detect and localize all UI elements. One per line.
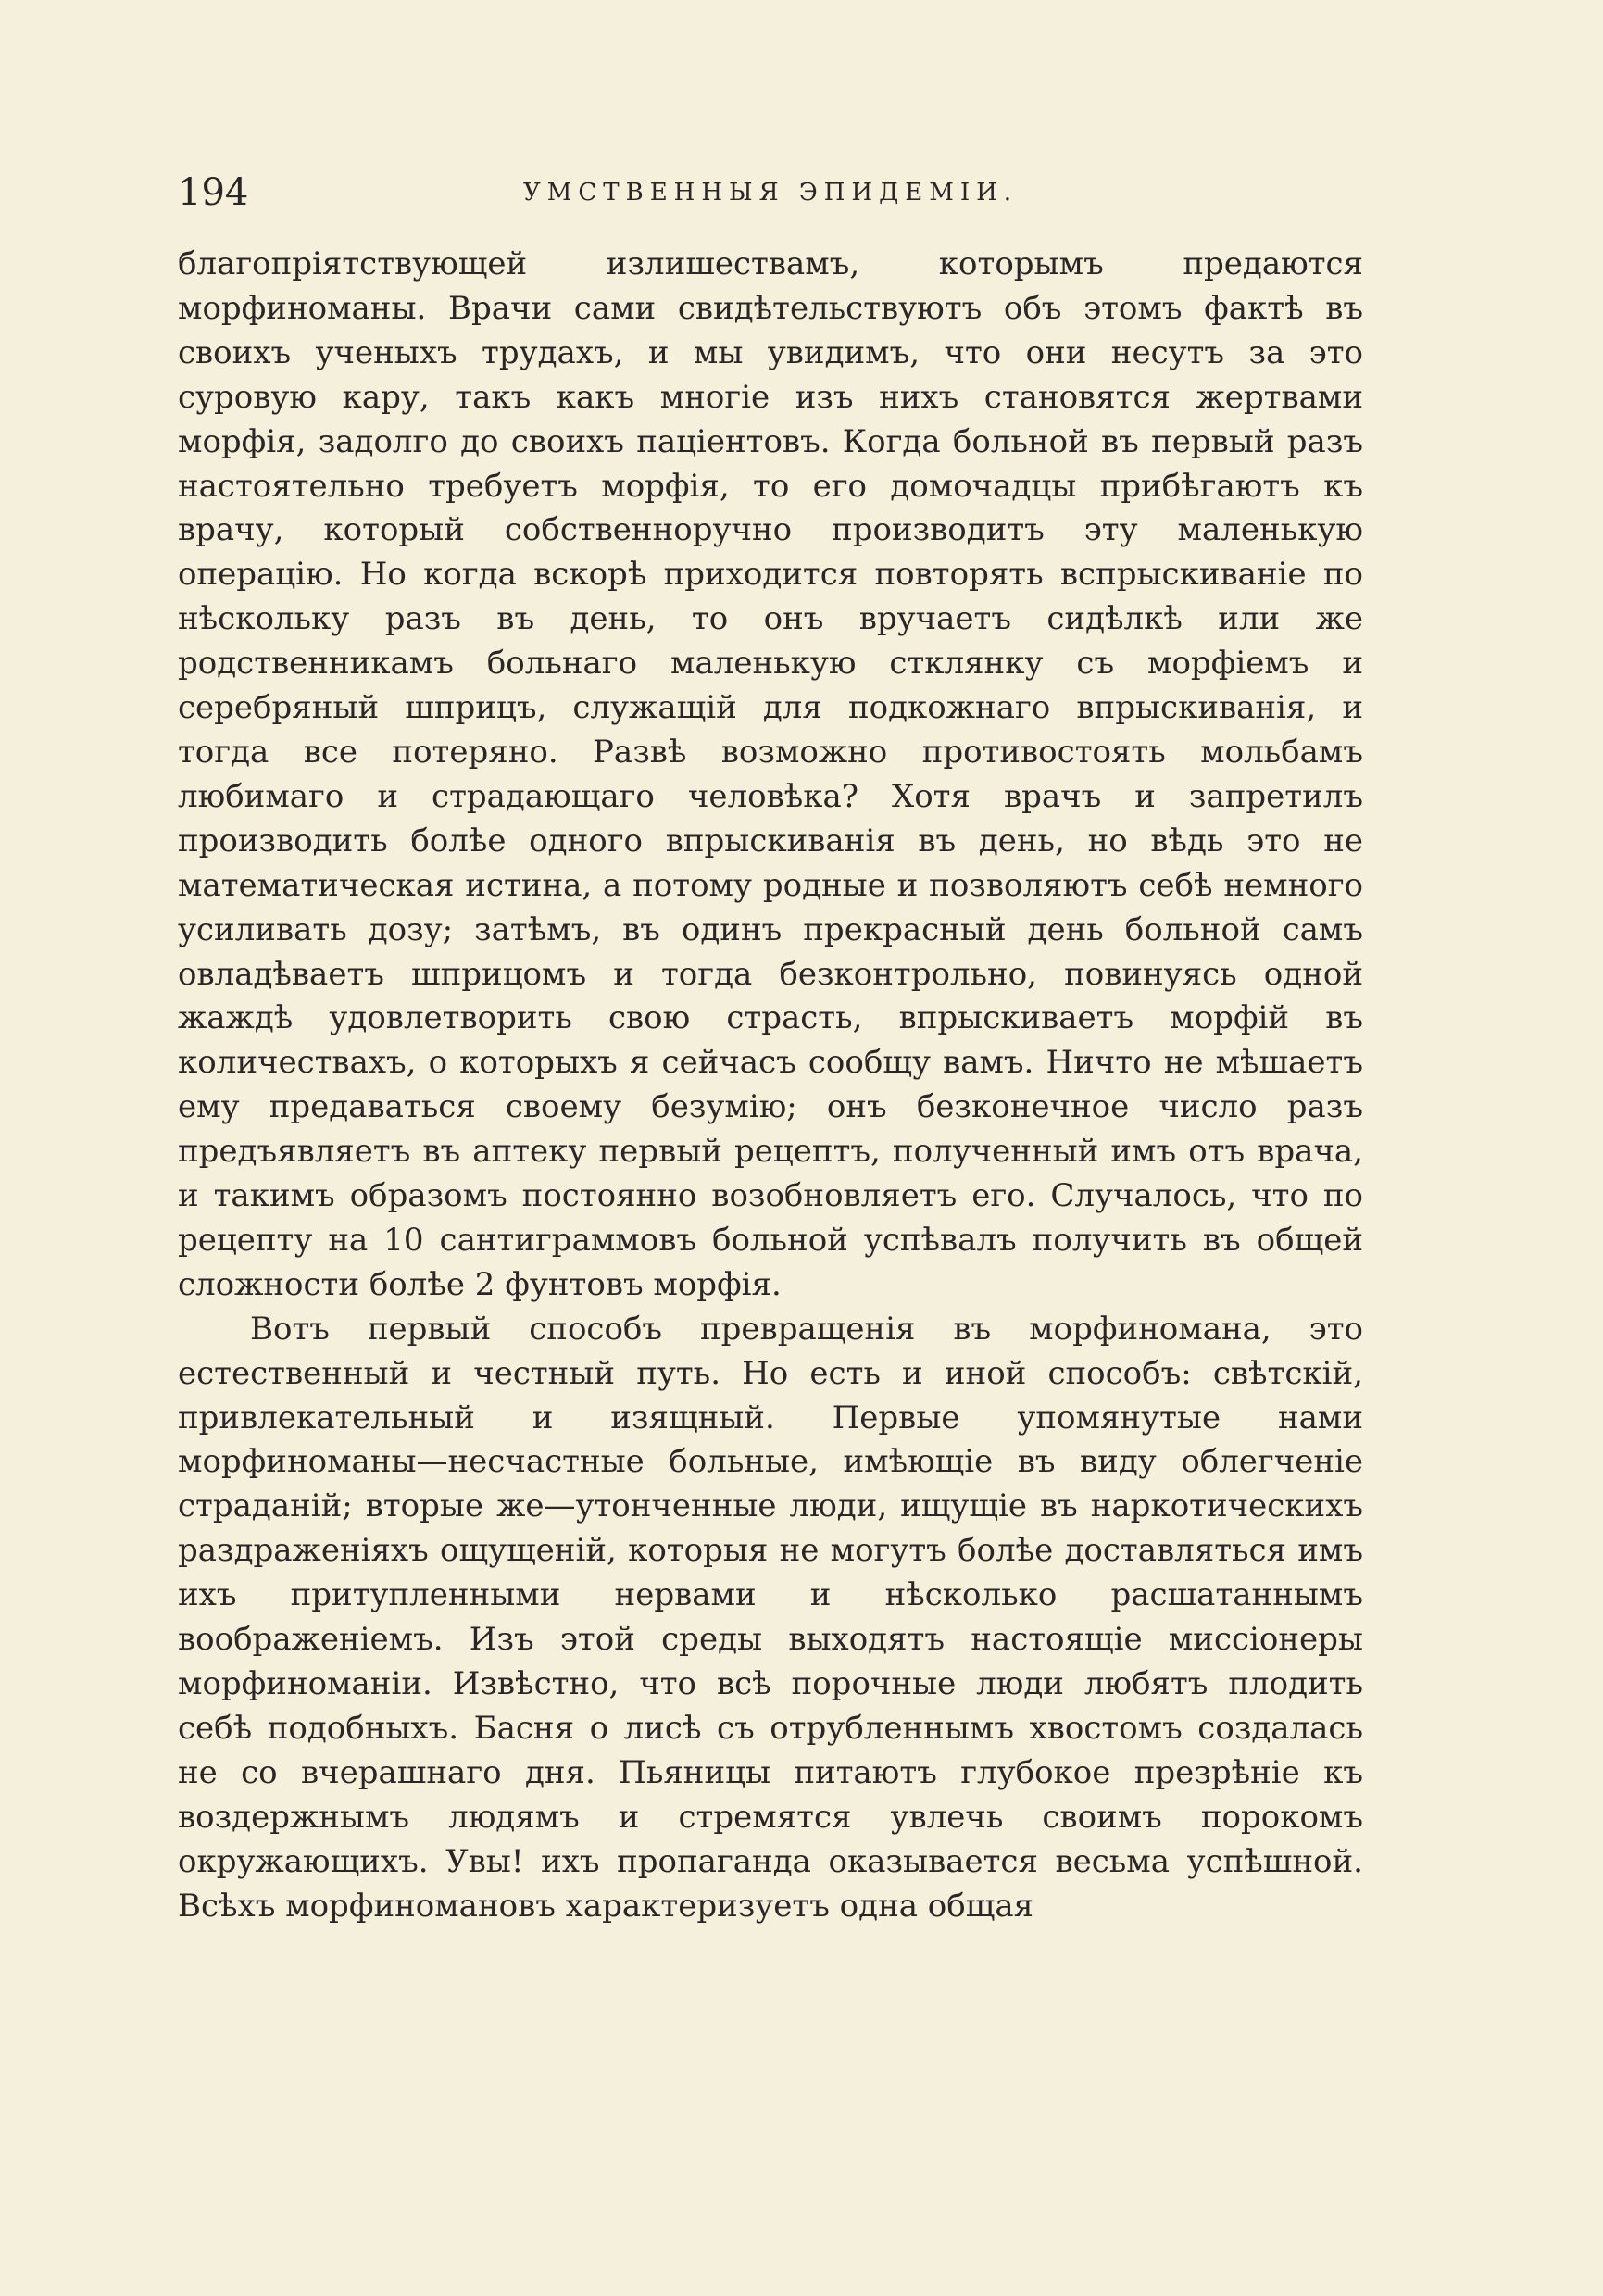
page-header <box>178 167 1363 219</box>
paragraph-1: благопріятствующей излишествамъ, которымъ предаются морфиноманы. Врачи сами свидѣтельствуютъ объ этомъ фактѣ въ своихъ ученыхъ трудахъ, и мы увидимъ, что они несутъ за это суровую кару, такъ какъ многіе изъ нихъ становятся жертвами морфія, задолго до своихъ паціентовъ. Когда больной въ первый разъ настоятельно требуетъ морфія, то его домочадцы прибѣгаютъ къ врачу, который собственноручно производитъ эту маленькую операцію. Но когда вскорѣ приходится повторять вспрыскиваніе по нѣскольку разъ въ день, то онъ вручаетъ сидѣлкѣ или же родственникамъ больнаго маленькую стклянку съ морфіемъ и серебряный шприцъ, служащій для подкожнаго впрыскиванія, и тогда все потеряно. Развѣ возможно противостоять мольбамъ любимаго и страдающаго человѣка? Хотя врачъ и запретилъ производить болѣе одного впрыскиванія въ день, но вѣдь это не математическая истина, а потому родные и позволяютъ себѣ немного усиливать дозу; затѣмъ, въ одинъ прекрасный день больной самъ овладѣваетъ шприцомъ и тогда безконтрольно, повинуясь одной жаждѣ удовлетворить свою страсть, впрыскиваетъ морфій въ количествахъ, о которыхъ я сейчасъ сообщу вамъ. Ничто не мѣшаетъ ему предаваться своему безумію; онъ безконечное число разъ предъявляетъ въ аптеку первый рецептъ, полученный имъ отъ врача, и такимъ образомъ постоянно возобновляетъ его. Случалось, что по рецепту на 10 сантиграммовъ больной успѣвалъ получить въ общей сложности болѣе 2 фунтовъ морфія. <box>178 245 1363 1303</box>
running-head: УМСТВЕННЫЯ ЭПИДЕМІИ. <box>522 179 1019 207</box>
body-text <box>178 243 1363 1928</box>
paragraph-2: Вотъ первый способъ превращенія въ морфиномана, это естественный и честный путь. Но есть и иной способъ: свѣтскій, привлекательный и изящный. Первые упомянутые нами морфиноманы—несчастные больные, имѣющіе въ виду облегченіе страданій; вторые же—утонченные люди, ищущіе въ наркотическихъ раздраженіяхъ ощущеній, которыя не могутъ болѣе доставляться имъ ихъ притупленными нервами и нѣсколько расшатаннымъ воображеніемъ. Изъ этой среды выходятъ настоящіе миссіонеры морфиноманіи. Извѣстно, что всѣ порочные люди любятъ плодить себѣ подобныхъ. Басня о лисѣ съ отрубленнымъ хвостомъ создалась не со вчерашнаго дня. Пьяницы питаютъ глубокое презрѣніе къ воздержнымъ людямъ и стремятся увлечь своимъ порокомъ окружающихъ. Увы! ихъ пропаганда оказывается весьма успѣшной. Всѣхъ морфиномановъ характеризуетъ одна общая <box>178 1310 1363 1925</box>
page-number: 194 <box>178 171 249 214</box>
